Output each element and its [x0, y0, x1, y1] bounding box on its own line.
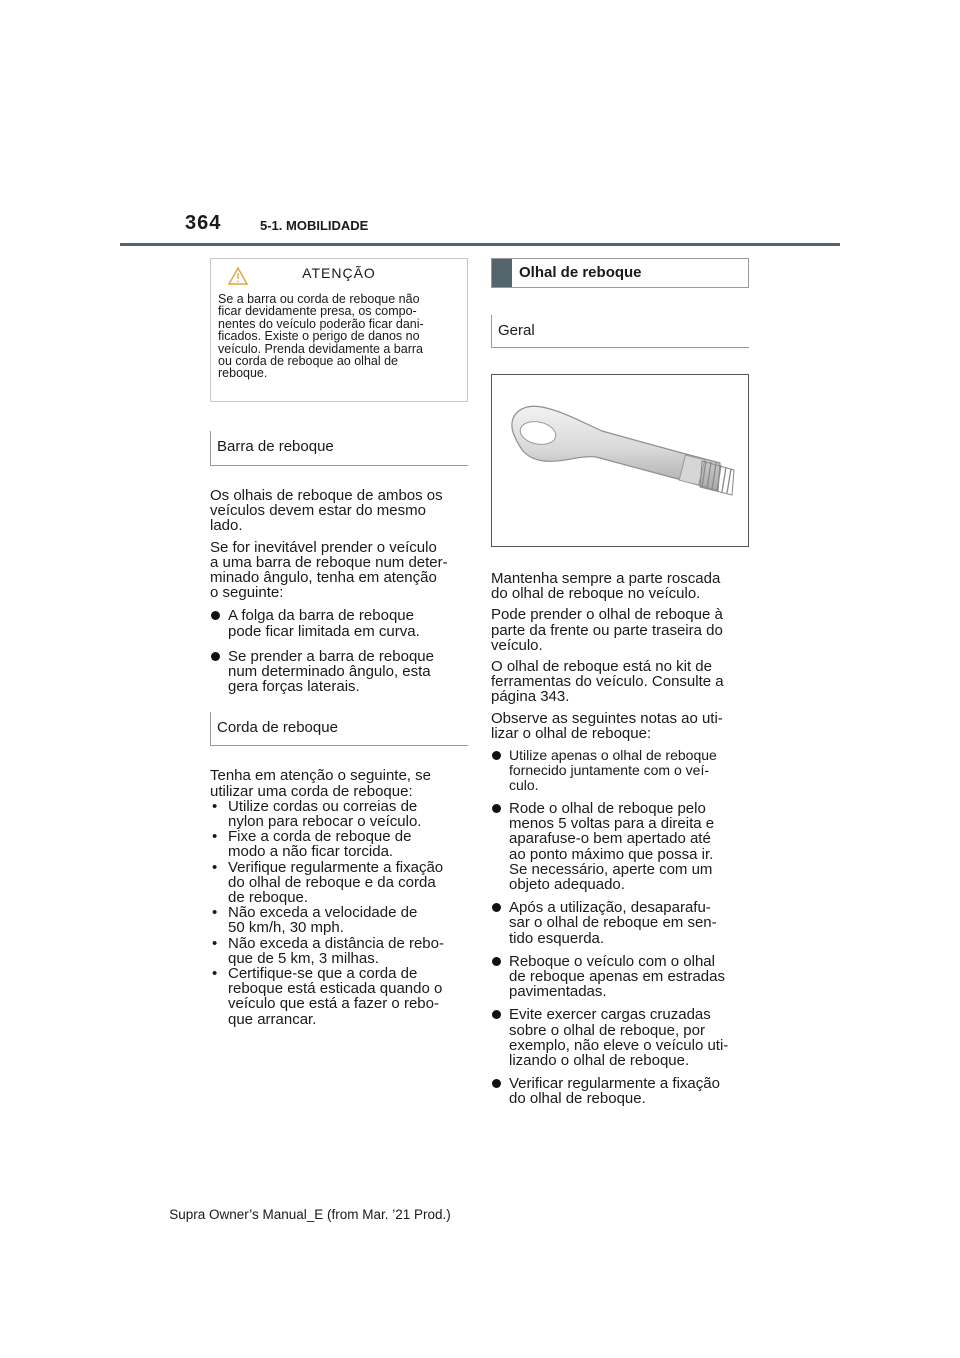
section-title: 5-1. MOBILIDADE [260, 218, 369, 233]
barra-paragraph-1: Os olhais de reboque de ambos os veículos devem estar do mesmo lado. [210, 487, 443, 535]
corda-item: • Fixe a corda de reboque de modo a não ficar torcida. [212, 828, 412, 861]
bullet-icon [492, 751, 501, 760]
olhal-paragraph-4: Observe as seguintes notas ao uti- lizar o olhal de reboque: [491, 709, 723, 742]
olhal-paragraph-1: Mantenha sempre a parte roscada do olhal de reboque no veículo. [491, 570, 721, 603]
olhal-subheading: Geral [491, 315, 749, 348]
tow-hook-illustration [492, 375, 748, 546]
header-rule [120, 243, 840, 246]
bullet-icon [492, 1010, 501, 1019]
olhal-bullet: Utilize apenas o olhal de reboque fornecido juntamente com o veí- culo. [491, 748, 749, 793]
olhal-bullet: Evite exercer cargas cruzadas sobre o olhal de reboque, por exemplo, não eleve o veículo uti- lizando o olhal de reboque. [491, 1007, 749, 1068]
olhal-section-bar: Olhal de reboque [491, 258, 749, 288]
barra-bullet: Se prender a barra de reboque num determinado ângulo, esta gera forças laterais. [210, 649, 468, 695]
barra-paragraph-2: Se for inevitável prender o veículo a uma barra de reboque num deter- minado ângulo, tenha em atenção o seguinte: [210, 538, 448, 602]
warning-title: ATENÇÃO [302, 265, 376, 281]
left-column [210, 258, 468, 1027]
corda-intro: Tenha em atenção o seguinte, se utilizar uma corda de reboque: [210, 767, 431, 800]
corda-item: • Certifique-se que a corda de reboque está esticada quando o veículo que está a fazer o rebo- que arrancar. [212, 965, 443, 1028]
corda-item: • Não exceda a velocidade de 50 km/h, 30 mph. [212, 904, 418, 937]
olhal-bullet: Reboque o veículo com o olhal de reboque apenas em estradas pavimentadas. [491, 954, 749, 1000]
bullet-icon [492, 804, 501, 813]
section-marker [492, 259, 512, 287]
corda-item: • Utilize cordas ou correias de nylon para rebocar o veículo. [212, 797, 422, 831]
page-number: 364 [185, 212, 222, 234]
bullet-icon [211, 652, 220, 661]
bullet-icon [492, 1079, 501, 1088]
bullet-icon [492, 957, 501, 966]
tow-hook-figure [491, 374, 749, 547]
footer: Supra Owner’s Manual_E (from Mar. ’21 Prod.) [169, 1207, 451, 1222]
corda-item: • Não exceda a distância de rebo- que de 5 km, 3 milhas. [212, 934, 444, 967]
olhal-paragraph-3: O olhal de reboque está no kit de ferramentas do veículo. Consulte a página 343. [491, 658, 724, 706]
bullet-icon [492, 903, 501, 912]
right-column [491, 258, 749, 1107]
corda-heading: Corda de reboque [210, 712, 468, 746]
warning-text: Se a barra ou corda de reboque não ficar devidamente presa, os compo- nentes do veículo poderão ficar dani- ficados. Existe o perigo de danos no veículo. Prenda devidamente a barra ou corda de reboque ao olhal de reboque. [218, 292, 424, 381]
bullet-icon [211, 611, 220, 620]
warning-box [210, 258, 468, 402]
olhal-bullet: Rode o olhal de reboque pelo menos 5 voltas para a direita e aparafuse-o bem apertado até ao ponto máximo que possa ir. Se necessário, aperte com um objeto adequado. [491, 801, 749, 892]
corda-item: • Verifique regularmente a fixação do olhal de reboque e da corda de reboque. [212, 858, 444, 907]
olhal-bullet: Após a utilização, desaparafu- sar o olhal de reboque em sen- tido esquerda. [491, 900, 749, 946]
barra-bullet: A folga da barra de reboque pode ficar limitada em curva. [210, 608, 468, 638]
barra-heading: Barra de reboque [210, 431, 468, 466]
olhal-paragraph-2: Pode prender o olhal de reboque à parte da frente ou parte traseira do veículo. [491, 606, 723, 654]
olhal-bullet: Verificar regularmente a fixação do olhal de reboque. [491, 1076, 749, 1106]
